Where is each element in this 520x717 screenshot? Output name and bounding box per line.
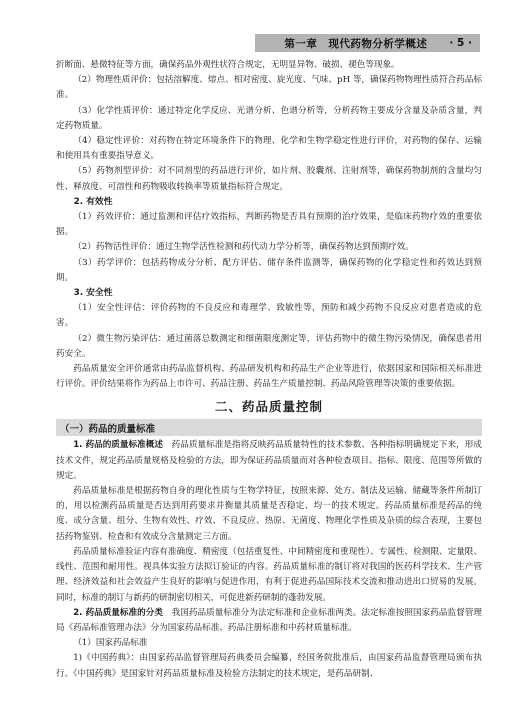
subsection-heading: （一）药品的质量标准 bbox=[56, 419, 482, 436]
section-title: 二、药品质量控制 bbox=[214, 399, 323, 415]
page-number: · 5 · bbox=[449, 37, 472, 49]
paragraph: （5）药物剂型评价：对不同剂型的药品进行评价，如片剂、胶囊剂、注射剂等，确保药物制剂的含量均匀性、释放度、可溶性和药物吸收转换率等质量指标符合规定。 bbox=[56, 166, 482, 192]
paragraph: 药品质量标准是根据药物自身的理化性质与生物学特征，按照来源、处方、制法及运输、储藏等条件所制订的，用以检测药品质量是否达到用药要求并衡量其质量是否稳定、均一的技术规定。药品质量标准是药品的纯度、成分含量、组分、生物有效性、疗效、不良反应、热原、无菌度、物理化学性质及杂质的综合表现，主要包括药物鉴别、检查和有效成分含量测定三方面。 bbox=[56, 486, 482, 542]
paragraph: 1)《中国药典》：由国家药品监督管理局药典委员会编纂，经国务院批准后，由国家药品监督管理局颁布执行。《中国药典》是国家针对药品质量标准及检验方法制定的技术规定，是药品研制、 bbox=[56, 653, 482, 679]
paragraph: （3）化学性质评价：通过特定化学反应、光谱分析、色谱分析等，分析药物主要成分含量及杂质含量，判定药物质量。 bbox=[56, 105, 482, 131]
chapter-title: 第一章 现代药物分析学概述 bbox=[284, 37, 428, 50]
paragraph: （3）药学评价：包括药物成分分析、配方评估、储存条件监测等，确保药物的化学稳定性和药效达到预期。 bbox=[56, 257, 482, 283]
heading-safety: 3. 安全性 bbox=[73, 288, 113, 299]
paragraph: 药品质量安全评价通常由药品监督机构、药品研发机构和药品生产企业等进行，依据国家和国际相关标准进行评价。评价结果将作为药品上市许可、药品注册、药品生产质量控制、药品风险管理等决策的重要依据。 bbox=[56, 364, 482, 390]
paragraph: （1）国家药品标准 bbox=[73, 638, 148, 649]
paragraph: （1）安全性评估：评价药物的不良反应和毒理学、致敏性等，预防和减少药物不良反应对患者造成的危害。 bbox=[56, 303, 482, 329]
paragraph bbox=[56, 606, 482, 636]
paragraph: （1）药效评价：通过监测和评估疗效指标，判断药物是否具有预期的治疗效果，是临床药物疗效的重要依据。 bbox=[56, 212, 482, 238]
running-header bbox=[255, 34, 480, 52]
paragraph-text: 药品质量标准是指将反映药品质量特性的技术参数、各种指标明确规定下来，形成技术文件，规定药品质量规格及检验的方法，即为保证药品质量而对各种检查项目、指标、限度、范围等所做的规定。 bbox=[56, 440, 482, 481]
paragraph-text: 我国药品质量标准分为法定标准和企业标准两类。法定标准按照国家药品监督管理局《药品标准管理办法》分为国家药品标准、药品注册标准和中药材质量标准。 bbox=[56, 607, 482, 633]
paragraph-lead: 1. 药品的质量标准概述 bbox=[73, 440, 164, 451]
paragraph: 折断面、悬微特征等方面，确保药品外观性状符合规定，无明显异物、破损、褪色等现象。 bbox=[56, 60, 400, 70]
heading-efficacy: 2. 有效性 bbox=[73, 196, 113, 207]
paragraph: （2）物理性质评价：包括溶解度、熔点、相对密度、旋光度、气味、pH 等，确保药物物理性质符合药品标准。 bbox=[56, 75, 482, 101]
paragraph bbox=[56, 438, 482, 484]
paragraph: 药品质量标准验证内容有准确度、精密度（包括重复性、中间精密度和重现性）、专属性、检测限、定量限、线性、范围和耐用性。视具体实验方法拟订验证的内容。药品质量标准的制订将对我国的医药科学技术、生产管理、经济效益和社会效益产生良好的影响与促进作用，有利于促进药品国际技术交流和推动进出口贸易的发展。同时，标准的制订与新药的研制密切相关，可促进新药研制的蓬勃发展。 bbox=[56, 546, 482, 603]
main-text bbox=[56, 58, 482, 682]
paragraph: （2）微生物污染评估：通过菌落总数测定和细菌限度测定等，评估药物中的微生物污染情况，确保患者用药安全。 bbox=[56, 333, 482, 359]
paragraph: （4）稳定性评价：对药物在特定环境条件下的物理、化学和生物学稳定性进行评价，对药物的保存、运输和使用具有重要指导意义。 bbox=[56, 136, 482, 162]
paragraph-lead: 2. 药品质量标准的分类 bbox=[73, 607, 164, 618]
paragraph: （2）药物活性评价：通过生物学活性检测和药代动力学分析等，确保药物达到预期疗效。 bbox=[73, 242, 414, 253]
